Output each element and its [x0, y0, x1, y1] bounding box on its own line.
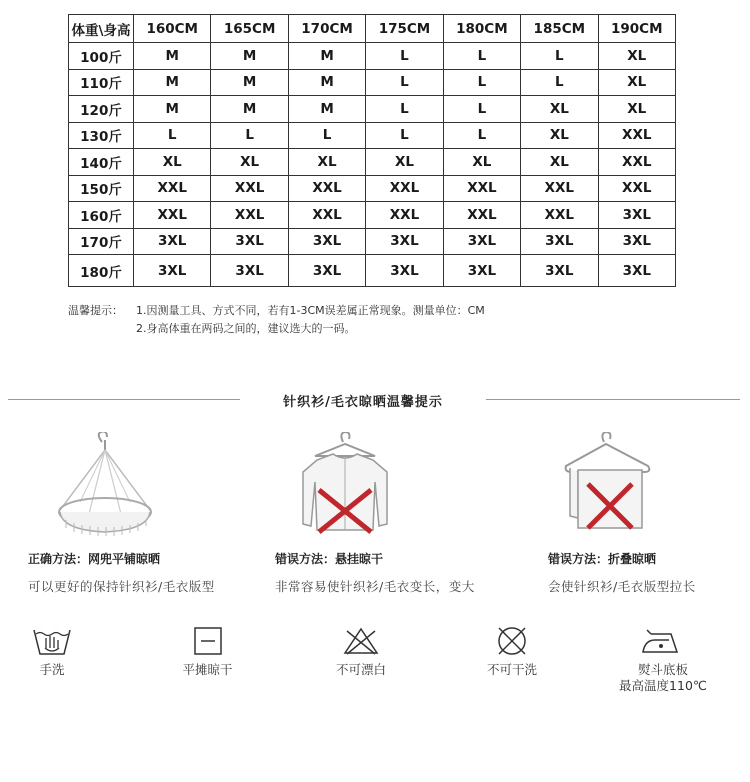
- size-cell: L: [366, 122, 443, 149]
- table-row: [69, 149, 676, 176]
- size-cell: L: [521, 69, 598, 96]
- care-iron: [608, 626, 718, 694]
- folded-hanger-crossed-icon: [558, 432, 658, 546]
- size-cell: XXL: [443, 175, 520, 202]
- size-cell: XXL: [134, 202, 211, 229]
- size-cell: 3XL: [366, 228, 443, 255]
- iron-icon: [641, 626, 685, 656]
- table-row: [69, 69, 676, 96]
- hand-wash-icon: [32, 626, 72, 656]
- size-cell: 3XL: [134, 228, 211, 255]
- size-cell: M: [134, 43, 211, 70]
- size-cell: XL: [598, 96, 675, 123]
- size-table: [68, 14, 676, 287]
- weight-cell: 110斤: [69, 69, 134, 96]
- size-cell: XL: [521, 149, 598, 176]
- table-header-cell: 185CM: [521, 15, 598, 43]
- size-cell: XXL: [598, 175, 675, 202]
- notes-line-1: 1.因测量工具、方式不同，若有1-3CM误差属正常现象。测量单位：CM: [136, 304, 485, 317]
- size-cell: 3XL: [521, 255, 598, 287]
- care-dry-flat: [170, 626, 245, 678]
- care-no-dry-clean: [476, 626, 548, 678]
- table-header-cell: 165CM: [211, 15, 288, 43]
- size-cell: 3XL: [598, 202, 675, 229]
- drying-method-hanging: 错误方法：悬挂晾干: [275, 552, 384, 566]
- care-label-hand-wash: 手洗: [39, 662, 65, 677]
- size-cell: L: [443, 43, 520, 70]
- care-no-bleach: [326, 626, 396, 678]
- size-cell: XXL: [521, 175, 598, 202]
- care-label-no-bleach: 不可漂白: [335, 662, 386, 677]
- size-cell: 3XL: [443, 228, 520, 255]
- title-divider-right: [486, 399, 740, 400]
- size-cell: XL: [598, 43, 675, 70]
- size-cell: L: [366, 96, 443, 123]
- size-cell: XL: [521, 122, 598, 149]
- notes-line-2: 2.身高体重在两码之间的，建议选大的一码。: [136, 322, 356, 335]
- size-cell: XXL: [598, 122, 675, 149]
- weight-cell: 150斤: [69, 175, 134, 202]
- table-header-row: [69, 15, 676, 43]
- table-row: [69, 255, 676, 287]
- size-cell: 3XL: [288, 255, 365, 287]
- drying-desc-hanging: 非常容易使针织衫/毛衣变长，变大: [275, 579, 475, 594]
- weight-cell: 100斤: [69, 43, 134, 70]
- care-label-no-dry-clean: 不可干洗: [486, 662, 537, 677]
- size-cell: XXL: [211, 202, 288, 229]
- size-cell: XXL: [134, 175, 211, 202]
- size-cell: XXL: [288, 202, 365, 229]
- no-dry-clean-icon: [495, 626, 529, 656]
- size-cell: M: [211, 96, 288, 123]
- care-label-iron: 熨斗底板: [637, 662, 688, 677]
- table-header-cell: 170CM: [288, 15, 365, 43]
- table-header-cell: 190CM: [598, 15, 675, 43]
- size-cell: 3XL: [288, 228, 365, 255]
- size-cell: M: [288, 43, 365, 70]
- size-cell: XL: [134, 149, 211, 176]
- table-row: [69, 96, 676, 123]
- size-cell: M: [211, 43, 288, 70]
- drying-method-folded: 错误方法：折叠晾晒: [548, 552, 657, 566]
- drying-method-correct: 正确方法：网兜平铺晾晒: [28, 552, 161, 566]
- table-header-cell: 160CM: [134, 15, 211, 43]
- size-cell: M: [134, 96, 211, 123]
- care-hand-wash: [22, 626, 82, 678]
- size-cell: XL: [598, 69, 675, 96]
- size-cell: 3XL: [211, 228, 288, 255]
- size-cell: XXL: [366, 202, 443, 229]
- size-cell: 3XL: [134, 255, 211, 287]
- table-header-cell: 180CM: [443, 15, 520, 43]
- notes-label: 温馨提示：: [68, 304, 123, 317]
- drying-desc-correct: 可以更好的保持针织衫/毛衣版型: [28, 579, 215, 594]
- table-header-cell: 体重\身高: [69, 15, 134, 43]
- size-notes: [68, 302, 485, 338]
- size-cell: XXL: [366, 175, 443, 202]
- size-cell: L: [288, 122, 365, 149]
- table-row: [69, 43, 676, 70]
- size-cell: XL: [288, 149, 365, 176]
- size-cell: 3XL: [443, 255, 520, 287]
- size-cell: L: [443, 69, 520, 96]
- size-cell: M: [288, 69, 365, 96]
- size-cell: XXL: [521, 202, 598, 229]
- title-divider-left: [8, 399, 240, 400]
- weight-cell: 120斤: [69, 96, 134, 123]
- size-cell: M: [288, 96, 365, 123]
- weight-cell: 140斤: [69, 149, 134, 176]
- hanging-sweater-crossed-icon: [295, 432, 395, 546]
- drying-title: 针织衫/毛衣晾晒温馨提示: [283, 395, 443, 410]
- care-label-dry-flat: 平摊晾干: [182, 662, 233, 677]
- size-cell: XL: [521, 96, 598, 123]
- size-cell: 3XL: [521, 228, 598, 255]
- size-cell: XL: [366, 149, 443, 176]
- size-cell: XXL: [211, 175, 288, 202]
- size-cell: 3XL: [598, 228, 675, 255]
- size-cell: XXL: [288, 175, 365, 202]
- size-cell: XXL: [443, 202, 520, 229]
- size-cell: M: [211, 69, 288, 96]
- weight-cell: 170斤: [69, 228, 134, 255]
- size-cell: 3XL: [366, 255, 443, 287]
- size-cell: XL: [211, 149, 288, 176]
- size-cell: L: [211, 122, 288, 149]
- size-cell: M: [134, 69, 211, 96]
- drying-section-title: [0, 390, 750, 410]
- weight-cell: 160斤: [69, 202, 134, 229]
- table-row: [69, 228, 676, 255]
- no-bleach-icon: [343, 626, 379, 656]
- size-cell: L: [366, 69, 443, 96]
- drying-desc-folded: 会使针织衫/毛衣版型拉长: [548, 579, 696, 594]
- size-cell: L: [366, 43, 443, 70]
- size-cell: L: [443, 96, 520, 123]
- care-label-iron-temp: 最高温度110℃: [619, 678, 707, 693]
- table-header-cell: 175CM: [366, 15, 443, 43]
- size-cell: L: [521, 43, 598, 70]
- size-cell: 3XL: [211, 255, 288, 287]
- dry-flat-icon: [193, 626, 223, 656]
- table-row: [69, 175, 676, 202]
- size-cell: L: [443, 122, 520, 149]
- flat-mesh-net-icon: [50, 432, 160, 546]
- size-cell: L: [134, 122, 211, 149]
- size-cell: XXL: [598, 149, 675, 176]
- weight-cell: 130斤: [69, 122, 134, 149]
- table-row: [69, 202, 676, 229]
- table-row: [69, 122, 676, 149]
- size-cell: XL: [443, 149, 520, 176]
- size-cell: 3XL: [598, 255, 675, 287]
- weight-cell: 180斤: [69, 255, 134, 287]
